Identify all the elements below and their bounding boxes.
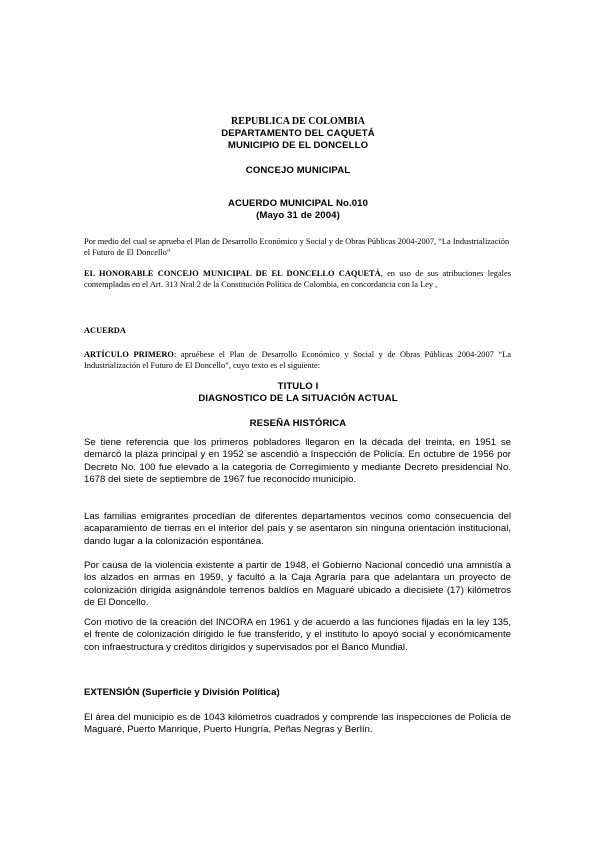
article-rest: : apruébese el Plan de Desarrollo Económico y Social y de Obras Públicas 2004-2007 “La Industrialización el Futuro de El Doncello”, cuyo texto es el siguiente: bbox=[84, 350, 511, 370]
header-council: CONCEJO MUNICIPAL bbox=[245, 165, 351, 176]
header-department: DEPARTAMENTO DEL CAQUETÁ bbox=[221, 128, 375, 139]
header-republic: REPUBLICA DE COLOMBIA bbox=[231, 116, 365, 127]
title-line1: TITULO I bbox=[277, 381, 319, 392]
preamble-bold: EL HONORABLE CONCEJO MUNICIPAL DE EL DONCELLO CAQUETÁ bbox=[84, 269, 381, 278]
preamble bbox=[84, 268, 511, 290]
agreement-date: (Mayo 31 de 2004) bbox=[256, 210, 340, 221]
paragraph-1: Se tiene referencia que los primeros pobladores llegaron en la década del treinta, en 1951 se demarcó la plaza principal y en 1952 se ascendió a Inspección de Policía. En octubre de 1956 por Decreto No. 100 fue elevado a la categoria de Corregimiento y mediante Decreto presidencial No. 1678 del siete de septiembre de 1967 fue reconocido municipio. bbox=[84, 437, 511, 486]
intro-text: Por medio del cual se aprueba el Plan de Desarrollo Económico y Social y de Obras Públicas 2004-2007, “La Industrialización el Futuro de El Doncello” bbox=[84, 237, 510, 257]
title-line2: DIAGNOSTICO DE LA SITUACIÓN ACTUAL bbox=[198, 393, 398, 404]
section-heading: RESEÑA HISTÓRICA bbox=[249, 418, 347, 429]
preamble-rest: , en uso de sus atribuciones legales contempladas en el Art. 313 Nral 2 de la Constitución Política de Colombia, en concordancia con la Ley , bbox=[84, 269, 511, 289]
paragraph-4: Con motivo de la creación del INCORA en 1961 y de acuerdo a las funciones fijadas en la ley 135, el frente de colonización dirigido le fue transferido, y el instituto lo apoyó social y económicamente con infraestructura y créditos dirigidos y supervisados por el Banco Mundial. bbox=[84, 617, 511, 653]
header-municipality: MUNICIPIO DE EL DONCELLO bbox=[227, 140, 369, 151]
agreement-number: ACUERDO MUNICIPAL No.010 bbox=[227, 198, 369, 209]
article-first bbox=[84, 349, 511, 371]
article-bold: ARTÍCULO PRIMERO bbox=[84, 350, 174, 359]
extension-text: El área del municipio es de 1043 kilómetros cuadrados y comprende las inspecciones de Policía de Maguaré, Puerto Manrique, Puerto Hungría, Peñas Negras y Berlín. bbox=[84, 712, 511, 736]
paragraph-3: Por causa de la violencia existente a partir de 1948, el Gobierno Nacional concedió una amnistía a los alzados en armas en 1959, y facultó a la Caja Agraria para que adelantara un proyecto de colonización dirigida asignándole terrenos baldíos en Maguaré ubicado a diecisiete (17) kilómetros de El Doncello. bbox=[84, 560, 511, 609]
paragraph-2: Las familias emigrantes procedían de diferentes departamentos vecinos como consecuencia del acaparamiento de tierras en el interior del país y se asentaron sin ninguna orientación institucional, dando lugar a la colonización espontánea. bbox=[84, 511, 511, 547]
extension-heading: EXTENSIÓN (Superficie y División Política) bbox=[84, 687, 280, 698]
acuerda-heading: ACUERDA bbox=[84, 326, 126, 335]
